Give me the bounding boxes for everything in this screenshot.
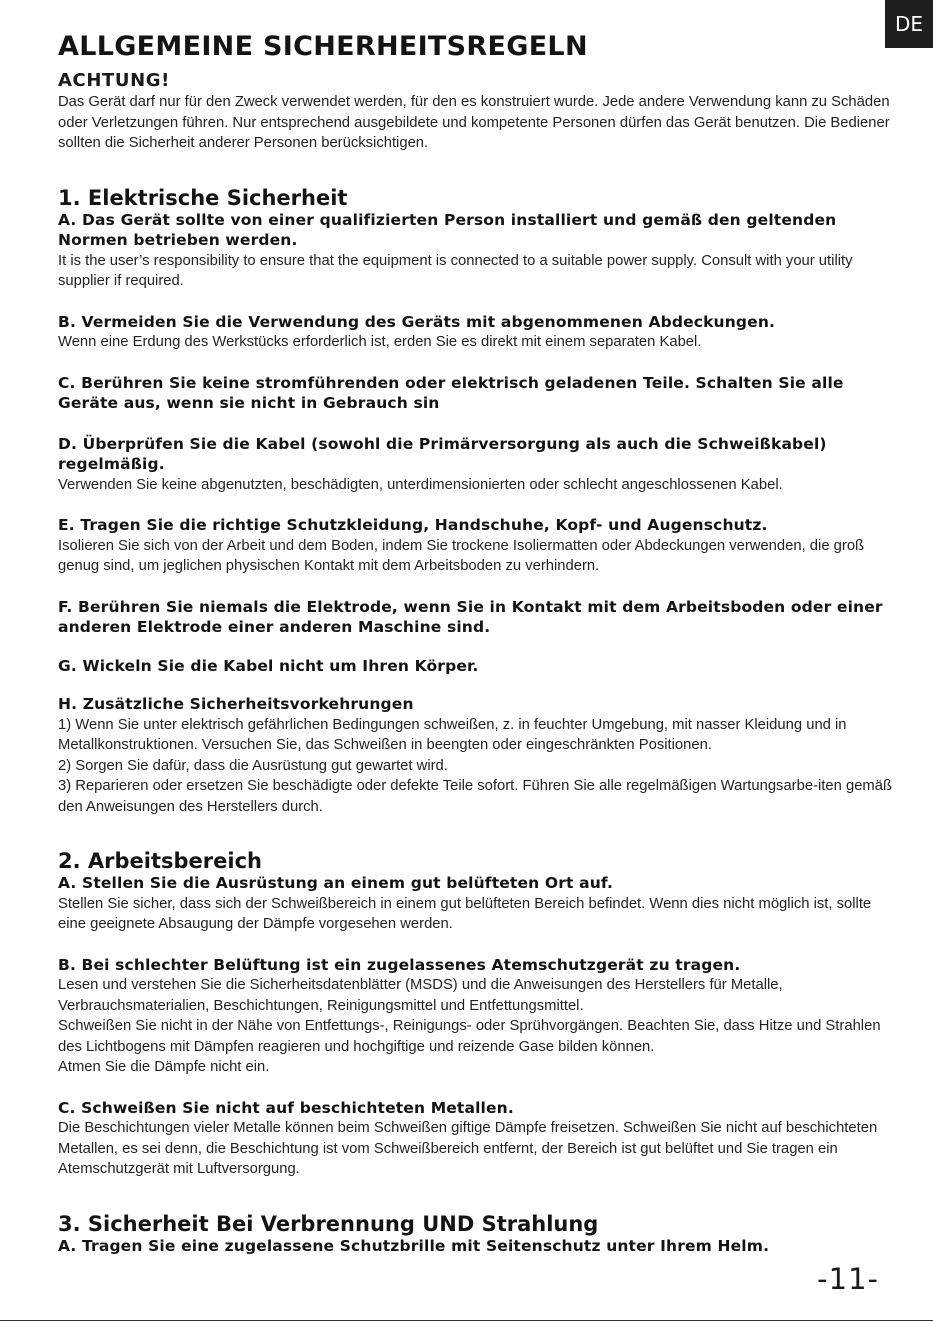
section-2b-text-3: Atmen Sie die Dämpfe nicht ein. [58,1059,270,1075]
section-2c-heading: C. Schweißen Sie nicht auf beschichteten Metallen. [58,1098,514,1117]
warning-text: Das Gerät darf nur für den Zweck verwendet werden, für den es konstruiert wurde. Jede andere Verwendung kann zu Schäden oder Verletzungen führen. Nur entsprechend ausgebildete und kompetente Personen dürfen das Gerät benutzen. Die Bediener sollten die Sicherheit anderer Personen berücksichtigen. [58,94,890,151]
section-3a-heading: A. Tragen Sie eine zugelassene Schutzbrille mit Seitenschutz unter Ihrem Helm. [58,1236,770,1255]
section-1a-heading: A. Das Gerät sollte von einer qualifizierten Person installiert und gemäß den geltenden Normen betrieben werden. [58,210,837,249]
section-1d-heading: D. Überprüfen Sie die Kabel (sowohl die Primärversorgung als auch die Schweißkabel) regelmäßig. [58,434,827,473]
section-1c-heading: C. Berühren Sie keine stromführenden oder elektrisch geladenen Teile. Schalten Sie alle Geräte aus, wenn sie nicht in Gebrauch sin [58,373,844,412]
bottom-divider [0,1320,933,1321]
section-1h-item-3: 3) Reparieren oder ersetzen Sie beschädigte oder defekte Teile sofort. Führen Sie alle regelmäßigen Wartungsarbe-iten gemäß den Anweisungen des Herstellers durch. [58,778,893,815]
page-number: -11- [817,1262,879,1296]
section-2-title: 2. Arbeitsbereich [58,849,262,873]
section-2b-heading: B. Bei schlechter Belüftung ist ein zugelassenes Atemschutzgerät zu tragen. [58,955,741,974]
section-1h-heading: H. Zusätzliche Sicherheitsvorkehrungen [58,695,414,713]
section-1-title: 1. Elektrische Sicherheit [58,185,348,210]
section-1h-item-2: 2) Sorgen Sie dafür, dass die Ausrüstung gut gewartet wird. [58,757,448,774]
section-2b-text-2: Schweißen Sie nicht in der Nähe von Entfettungs-, Reinigungs- oder Sprühvorgängen. Beachten Sie, dass Hitze und Strahlen des Lichtbogens mit Dämpfen reagieren und hochgiftige und reizende Gase bilden können. [58,1018,881,1055]
section-3-title: 3. Sicherheit Bei Verbrennung UND Strahlung [58,1211,599,1236]
warning-heading: ACHTUNG! [58,70,170,91]
section-1g-heading: G. Wickeln Sie die Kabel nicht um Ihren Körper. [58,656,479,675]
section-1f-heading: F. Berühren Sie niemals die Elektrode, wenn Sie in Kontakt mit dem Arbeitsboden oder einer anderen Elektrode einer anderen Maschine sind. [58,597,883,636]
section-1b-text: Wenn eine Erdung des Werkstücks erforderlich ist, erden Sie es direkt mit einem separaten Kabel. [58,334,702,350]
section-2a-text: Stellen Sie sicher, dass sich der Schweißbereich in einem gut belüfteten Bereich befindet. Wenn dies nicht möglich ist, sollte eine geeignete Absaugung der Dämpfe vorgesehen werden. [58,895,872,932]
section-2b-text-1: Lesen und verstehen Sie die Sicherheitsdatenblätter (MSDS) und die Anweisungen des Herstellers für Metalle, Verbrauchsmaterialien, Beschichtungen, Reinigungsmittel und Entfettungsmittel. [58,977,783,1014]
section-1b-heading: B. Vermeiden Sie die Verwendung des Geräts mit abgenommenen Abdeckungen. [58,312,776,331]
page-content [58,30,894,1256]
section-1d-text: Verwenden Sie keine abgenutzten, beschädigten, unterdimensionierten oder schlecht angeschlossenen Kabel. [58,476,783,493]
section-2c-text: Die Beschichtungen vieler Metalle können beim Schweißen giftige Dämpfe freisetzen. Schweißen Sie nicht auf beschichteten Metallen, es sei denn, die Beschichtung ist vom Schweißbereich entfernt, der Bereich ist gut belüftet und Sie tragen ein Atemschutzgerät mit Luftversorgung. [58,1120,878,1177]
section-2a-heading: A. Stellen Sie die Ausrüstung an einem gut belüfteten Ort auf. [58,874,613,892]
language-tab: DE [885,0,933,48]
page-title: ALLGEMEINE SICHERHEITSREGELN [58,31,588,62]
section-1h-item-1: 1) Wenn Sie unter elektrisch gefährlichen Bedingungen schweißen, z. in feuchter Umgebung, mit nasser Kleidung und in Metallkonstruktionen. Versuchen Sie, das Schweißen in beengten oder eingeschränkten Positionen. [58,716,847,753]
section-1a-text: It is the user’s responsibility to ensure that the equipment is connected to a suitable power supply. Consult with your utility supplier if required. [58,252,853,289]
section-1e-text: Isolieren Sie sich von der Arbeit und dem Boden, indem Sie trockene Isoliermatten oder Abdeckungen verwenden, die groß genug sind, um jeglichen physischen Kontakt mit dem Arbeitsboden zu verhindern. [58,537,865,574]
section-1e-heading: E. Tragen Sie die richtige Schutzkleidung, Handschuhe, Kopf- und Augenschutz. [58,516,768,534]
